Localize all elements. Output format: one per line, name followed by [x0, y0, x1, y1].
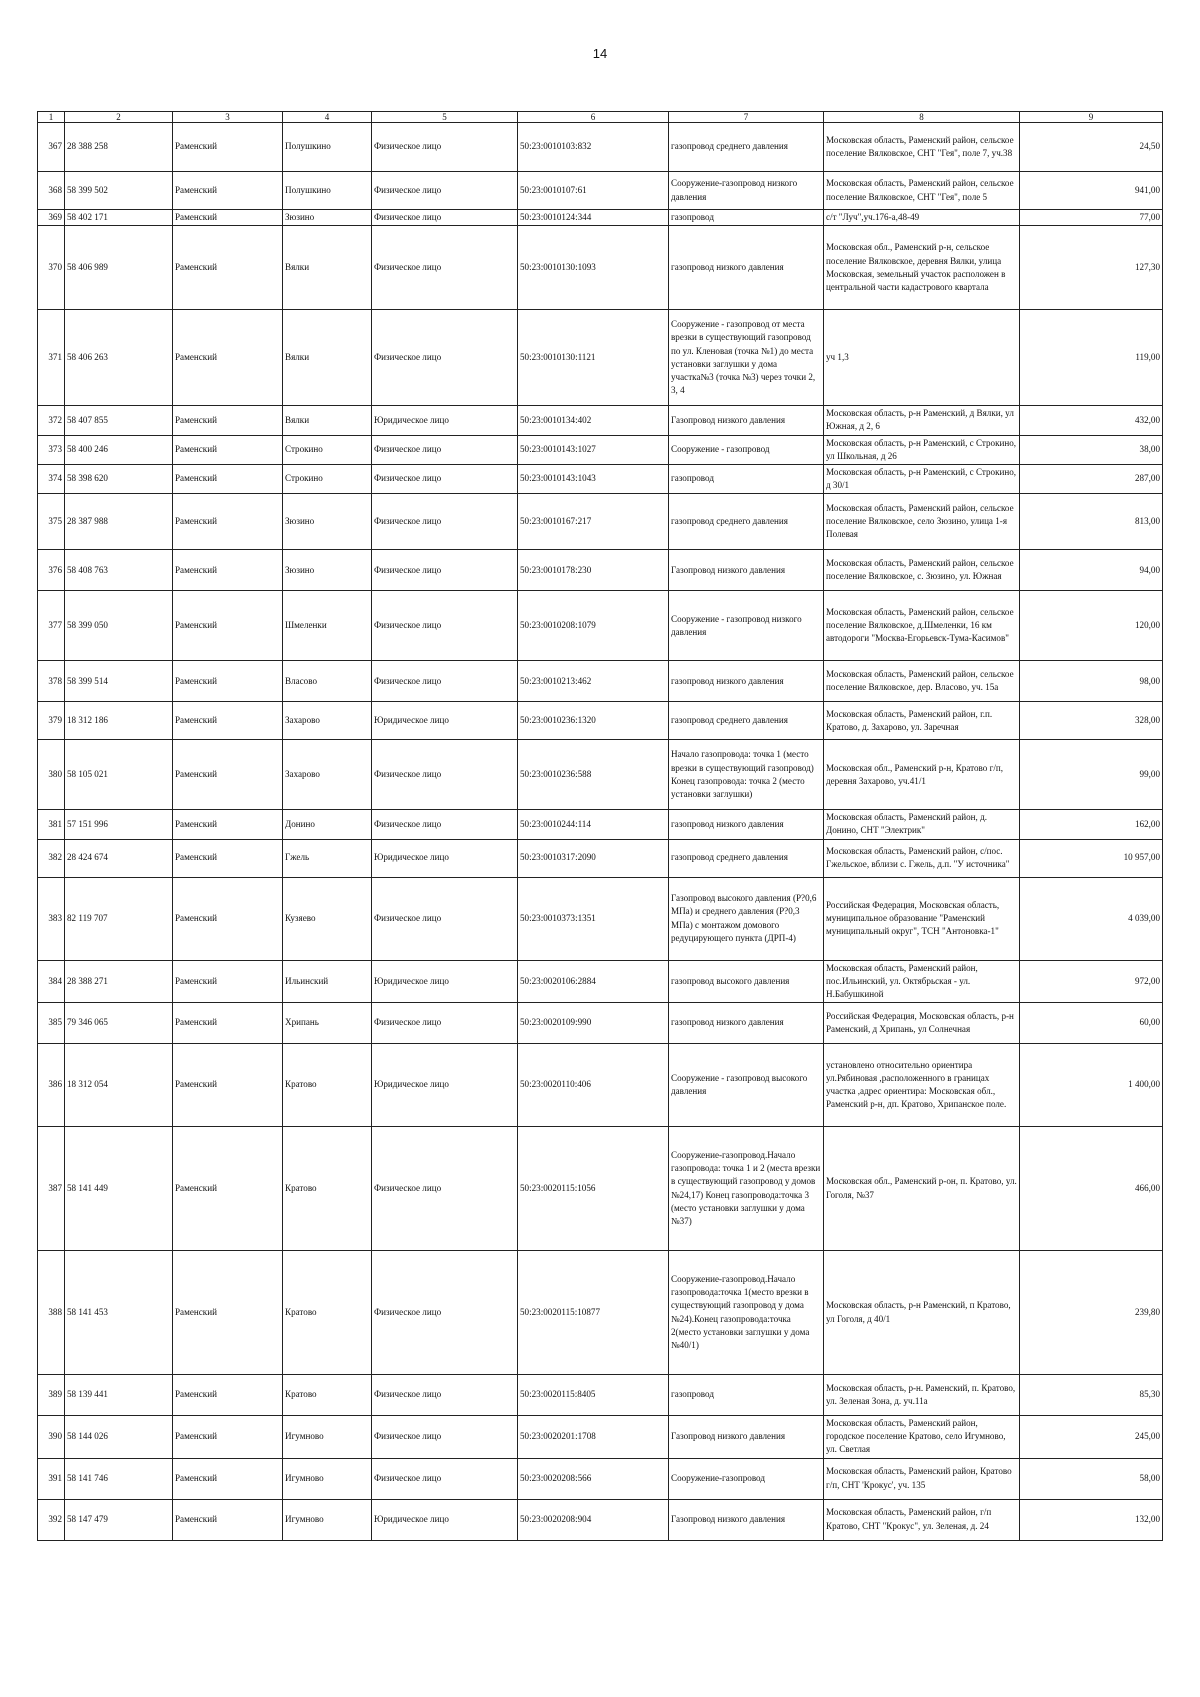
row-number-cell: 369: [38, 210, 65, 226]
cadastral-number-cell: 50:23:0010130:1121: [518, 310, 669, 406]
cadastral-number-cell: 50:23:0010236:1320: [518, 702, 669, 740]
table-row: [38, 1251, 1163, 1375]
row-number-cell: 386: [38, 1044, 65, 1127]
cadastral-number-cell: 50:23:0010134:402: [518, 406, 669, 435]
owner-type-cell: Юридическое лицо: [372, 702, 518, 740]
registry-number-cell: 58 402 171: [65, 210, 173, 226]
row-number-cell: 373: [38, 435, 65, 464]
object-name-cell: газопровод низкого давления: [669, 810, 824, 839]
object-name-cell: газопровод низкого давления: [669, 1003, 824, 1044]
owner-type-cell: Физическое лицо: [372, 810, 518, 839]
owner-type-cell: Физическое лицо: [372, 210, 518, 226]
address-cell: Российская Федерация, Московская область, муниципальное образование "Раменский муниципальный округ", ТСН "Антоновка-1": [824, 877, 1020, 960]
owner-type-cell: Физическое лицо: [372, 591, 518, 661]
row-number-cell: 389: [38, 1375, 65, 1416]
registry-number-cell: 58 400 246: [65, 435, 173, 464]
owner-type-cell: Физическое лицо: [372, 494, 518, 550]
registry-number-cell: 58 406 989: [65, 226, 173, 310]
table-row: [38, 1499, 1163, 1540]
registry-number-cell: 58 147 479: [65, 1499, 173, 1540]
column-number-row: [38, 112, 1163, 123]
table-row: [38, 406, 1163, 435]
column-number-4: 4: [283, 112, 372, 123]
address-cell: Московская область, Раменский район, сельское поселение Вялковское, дер. Власово, уч. 15а: [824, 661, 1020, 702]
registry-number-cell: 28 424 674: [65, 839, 173, 877]
district-cell: Раменский: [173, 550, 283, 591]
row-number-cell: 385: [38, 1003, 65, 1044]
row-number-cell: 377: [38, 591, 65, 661]
row-number-cell: 371: [38, 310, 65, 406]
locality-cell: Вялки: [283, 406, 372, 435]
cadastral-number-cell: 50:23:0010213:462: [518, 661, 669, 702]
column-number-2: 2: [65, 112, 173, 123]
cadastral-number-cell: 50:23:0020115:1056: [518, 1127, 669, 1251]
locality-cell: Шмеленки: [283, 591, 372, 661]
object-name-cell: Газопровод низкого давления: [669, 1416, 824, 1459]
cadastral-number-cell: 50:23:0010167:217: [518, 494, 669, 550]
object-name-cell: Газопровод низкого давления: [669, 406, 824, 435]
object-name-cell: Сооружение-газопровод низкого давления: [669, 172, 824, 210]
object-name-cell: Сооружение-газопровод.Начало газопровода: точка 1 и 2 (места врезки в существующий газопровод у домов №24,17) Конец газопровода:точка 3 (место установки заглушки у дома №37): [669, 1127, 824, 1251]
table-row: [38, 550, 1163, 591]
value-cell: 4 039,00: [1020, 877, 1163, 960]
registry-number-cell: 57 151 996: [65, 810, 173, 839]
registry-number-cell: 18 312 054: [65, 1044, 173, 1127]
district-cell: Раменский: [173, 591, 283, 661]
object-name-cell: газопровод среднего давления: [669, 494, 824, 550]
registry-number-cell: 28 388 271: [65, 960, 173, 1003]
value-cell: 38,00: [1020, 435, 1163, 464]
value-cell: 10 957,00: [1020, 839, 1163, 877]
owner-type-cell: Юридическое лицо: [372, 1044, 518, 1127]
cadastral-number-cell: 50:23:0010236:588: [518, 740, 669, 810]
value-cell: 120,00: [1020, 591, 1163, 661]
value-cell: 60,00: [1020, 1003, 1163, 1044]
district-cell: Раменский: [173, 1127, 283, 1251]
locality-cell: Строкино: [283, 435, 372, 464]
object-name-cell: газопровод: [669, 464, 824, 493]
address-cell: Московская область, Раменский район, с/пос. Гжельское, вблизи с. Гжель, д.п. "У источника": [824, 839, 1020, 877]
locality-cell: Захарово: [283, 740, 372, 810]
column-number-1: 1: [38, 112, 65, 123]
owner-type-cell: Физическое лицо: [372, 1375, 518, 1416]
district-cell: Раменский: [173, 210, 283, 226]
address-cell: Московская область, р-н Раменский, д Вялки, ул Южная, д 2, 6: [824, 406, 1020, 435]
object-name-cell: Газопровод низкого давления: [669, 550, 824, 591]
row-number-cell: 383: [38, 877, 65, 960]
locality-cell: Игумново: [283, 1416, 372, 1459]
table-row: [38, 464, 1163, 493]
registry-number-cell: 58 144 026: [65, 1416, 173, 1459]
address-cell: Московская область, Раменский район, пос.Ильинский, ул. Октябрьская - ул. Н.Бабушкиной: [824, 960, 1020, 1003]
value-cell: 432,00: [1020, 406, 1163, 435]
district-cell: Раменский: [173, 1003, 283, 1044]
object-name-cell: газопровод: [669, 1375, 824, 1416]
table-row: [38, 1003, 1163, 1044]
page-number: 14: [592, 46, 608, 61]
address-cell: с/т "Луч",уч.176-а,48-49: [824, 210, 1020, 226]
table-row: [38, 591, 1163, 661]
owner-type-cell: Юридическое лицо: [372, 1499, 518, 1540]
locality-cell: Ильинский: [283, 960, 372, 1003]
cadastral-number-cell: 50:23:0020115:10877: [518, 1251, 669, 1375]
registry-number-cell: 58 406 263: [65, 310, 173, 406]
registry-number-cell: 58 139 441: [65, 1375, 173, 1416]
value-cell: 98,00: [1020, 661, 1163, 702]
owner-type-cell: Физическое лицо: [372, 661, 518, 702]
district-cell: Раменский: [173, 464, 283, 493]
address-cell: Московская область, Раменский район, сельское поселение Вялковское, село Зюзино, улица 1-я Полевая: [824, 494, 1020, 550]
owner-type-cell: Физическое лицо: [372, 1416, 518, 1459]
address-cell: Московская область, Раменский район, Кратово г/п, СНТ 'Крокус', уч. 135: [824, 1458, 1020, 1499]
table-row: [38, 839, 1163, 877]
row-number-cell: 380: [38, 740, 65, 810]
object-name-cell: газопровод высокого давления: [669, 960, 824, 1003]
table-row: [38, 661, 1163, 702]
table-body: [38, 123, 1163, 1541]
cadastral-number-cell: 50:23:0010208:1079: [518, 591, 669, 661]
object-name-cell: Газопровод высокого давления (Р?0,6 МПа) и среднего давления (Р?0,3 МПа) с монтажом домового редуцирующего пункта (ДРП-4): [669, 877, 824, 960]
registry-number-cell: 58 399 502: [65, 172, 173, 210]
registry-number-cell: 58 141 453: [65, 1251, 173, 1375]
object-name-cell: Сооружение - газопровод: [669, 435, 824, 464]
owner-type-cell: Физическое лицо: [372, 740, 518, 810]
registry-number-cell: 82 119 707: [65, 877, 173, 960]
cadastral-number-cell: 50:23:0020109:990: [518, 1003, 669, 1044]
owner-type-cell: Физическое лицо: [372, 1127, 518, 1251]
row-number-cell: 368: [38, 172, 65, 210]
table-row: [38, 1044, 1163, 1127]
row-number-cell: 378: [38, 661, 65, 702]
address-cell: Московская область, р-н Раменский, п Кратово, ул Гоголя, д 40/1: [824, 1251, 1020, 1375]
value-cell: 162,00: [1020, 810, 1163, 839]
address-cell: Московская область, Раменский район, сельское поселение Вялковское, СНТ "Гея", поле 5: [824, 172, 1020, 210]
value-cell: 941,00: [1020, 172, 1163, 210]
table-row: [38, 810, 1163, 839]
owner-type-cell: Физическое лицо: [372, 877, 518, 960]
cadastral-number-cell: 50:23:0010373:1351: [518, 877, 669, 960]
registry-number-cell: 58 398 620: [65, 464, 173, 493]
object-name-cell: газопровод низкого давления: [669, 226, 824, 310]
row-number-cell: 391: [38, 1458, 65, 1499]
address-cell: Российская Федерация, Московская область, р-н Раменский, д Хрипань, ул Солнечная: [824, 1003, 1020, 1044]
registry-number-cell: 28 387 988: [65, 494, 173, 550]
value-cell: 119,00: [1020, 310, 1163, 406]
object-name-cell: Сооружение - газопровод от места врезки в существующий газопровод по ул. Кленовая (точка №1) до места установки заглушки у дома участка№3 (точка №3) через точки 2, 3, 4: [669, 310, 824, 406]
row-number-cell: 375: [38, 494, 65, 550]
district-cell: Раменский: [173, 740, 283, 810]
value-cell: 85,30: [1020, 1375, 1163, 1416]
registry-number-cell: 58 105 021: [65, 740, 173, 810]
row-number-cell: 390: [38, 1416, 65, 1459]
address-cell: Московская область, Раменский район, сельское поселение Вялковское, с. Зюзино, ул. Южная: [824, 550, 1020, 591]
table-row: [38, 310, 1163, 406]
owner-type-cell: Физическое лицо: [372, 310, 518, 406]
owner-type-cell: Физическое лицо: [372, 435, 518, 464]
row-number-cell: 382: [38, 839, 65, 877]
owner-type-cell: Физическое лицо: [372, 226, 518, 310]
cadastral-number-cell: 50:23:0020208:904: [518, 1499, 669, 1540]
table-row: [38, 1458, 1163, 1499]
table-row: [38, 494, 1163, 550]
owner-type-cell: Физическое лицо: [372, 1003, 518, 1044]
address-cell: Московская обл., Раменский р-он, п. Кратово, ул. Гоголя, №37: [824, 1127, 1020, 1251]
table-row: [38, 1416, 1163, 1459]
registry-number-cell: 58 399 514: [65, 661, 173, 702]
registry-number-cell: 18 312 186: [65, 702, 173, 740]
object-name-cell: газопровод: [669, 210, 824, 226]
registry-number-cell: 58 141 449: [65, 1127, 173, 1251]
column-number-3: 3: [173, 112, 283, 123]
value-cell: 58,00: [1020, 1458, 1163, 1499]
district-cell: Раменский: [173, 172, 283, 210]
locality-cell: Вялки: [283, 226, 372, 310]
owner-type-cell: Физическое лицо: [372, 464, 518, 493]
registry-table: [37, 111, 1163, 1541]
district-cell: Раменский: [173, 123, 283, 172]
district-cell: Раменский: [173, 702, 283, 740]
table-row: [38, 877, 1163, 960]
owner-type-cell: Физическое лицо: [372, 1251, 518, 1375]
value-cell: 1 400,00: [1020, 1044, 1163, 1127]
cadastral-number-cell: 50:23:0010143:1043: [518, 464, 669, 493]
address-cell: Московская обл., Раменский р-н, Кратово г/п, деревня Захарово, уч.41/1: [824, 740, 1020, 810]
cadastral-number-cell: 50:23:0020201:1708: [518, 1416, 669, 1459]
row-number-cell: 381: [38, 810, 65, 839]
object-name-cell: Сооружение-газопровод.Начало газопровода:точка 1(место врезки в существующий газопровод у дома №24).Конец газопровода:точка 2(место установки заглушки у дома №40/1): [669, 1251, 824, 1375]
locality-cell: Зюзино: [283, 550, 372, 591]
cadastral-number-cell: 50:23:0020110:406: [518, 1044, 669, 1127]
locality-cell: Игумново: [283, 1458, 372, 1499]
registry-number-cell: 58 408 763: [65, 550, 173, 591]
address-cell: Московская обл., Раменский р-н, сельское поселение Вялковское, деревня Вялки, улица Московская, земельный участок расположен в центральной части кадастрового квартала: [824, 226, 1020, 310]
registry-number-cell: 58 141 746: [65, 1458, 173, 1499]
table-row: [38, 123, 1163, 172]
value-cell: 239,80: [1020, 1251, 1163, 1375]
district-cell: Раменский: [173, 1458, 283, 1499]
district-cell: Раменский: [173, 1251, 283, 1375]
object-name-cell: Сооружение - газопровод низкого давления: [669, 591, 824, 661]
row-number-cell: 367: [38, 123, 65, 172]
value-cell: 127,30: [1020, 226, 1163, 310]
district-cell: Раменский: [173, 1499, 283, 1540]
locality-cell: Кратово: [283, 1251, 372, 1375]
row-number-cell: 370: [38, 226, 65, 310]
district-cell: Раменский: [173, 960, 283, 1003]
row-number-cell: 387: [38, 1127, 65, 1251]
registry-number-cell: 58 399 050: [65, 591, 173, 661]
address-cell: Московская область, р-н. Раменский, п. Кратово, ул. Зеленая Зона, д. уч.11а: [824, 1375, 1020, 1416]
district-cell: Раменский: [173, 1044, 283, 1127]
value-cell: 132,00: [1020, 1499, 1163, 1540]
district-cell: Раменский: [173, 435, 283, 464]
table-row: [38, 210, 1163, 226]
cadastral-number-cell: 50:23:0010143:1027: [518, 435, 669, 464]
district-cell: Раменский: [173, 839, 283, 877]
cadastral-number-cell: 50:23:0010103:832: [518, 123, 669, 172]
table-row: [38, 172, 1163, 210]
address-cell: уч 1,3: [824, 310, 1020, 406]
cadastral-number-cell: 50:23:0010178:230: [518, 550, 669, 591]
table-row: [38, 740, 1163, 810]
row-number-cell: 372: [38, 406, 65, 435]
district-cell: Раменский: [173, 810, 283, 839]
row-number-cell: 374: [38, 464, 65, 493]
locality-cell: Игумново: [283, 1499, 372, 1540]
value-cell: 466,00: [1020, 1127, 1163, 1251]
district-cell: Раменский: [173, 877, 283, 960]
locality-cell: Гжель: [283, 839, 372, 877]
object-name-cell: газопровод среднего давления: [669, 123, 824, 172]
owner-type-cell: Физическое лицо: [372, 1458, 518, 1499]
object-name-cell: Начало газопровода: точка 1 (место врезки в существующий газопровод) Конец газопровода: точка 2 (место установки заглушки): [669, 740, 824, 810]
registry-number-cell: 79 346 065: [65, 1003, 173, 1044]
locality-cell: Полушкино: [283, 172, 372, 210]
value-cell: 245,00: [1020, 1416, 1163, 1459]
table-row: [38, 1375, 1163, 1416]
locality-cell: Хрипань: [283, 1003, 372, 1044]
table-row: [38, 226, 1163, 310]
locality-cell: Кратово: [283, 1127, 372, 1251]
row-number-cell: 388: [38, 1251, 65, 1375]
column-number-6: 6: [518, 112, 669, 123]
owner-type-cell: Физическое лицо: [372, 550, 518, 591]
registry-number-cell: 58 407 855: [65, 406, 173, 435]
address-cell: Московская область, Раменский район, г.п. Кратово, д. Захарово, ул. Заречная: [824, 702, 1020, 740]
value-cell: 972,00: [1020, 960, 1163, 1003]
locality-cell: Зюзино: [283, 494, 372, 550]
column-number-8: 8: [824, 112, 1020, 123]
object-name-cell: газопровод низкого давления: [669, 661, 824, 702]
value-cell: 77,00: [1020, 210, 1163, 226]
table-row: [38, 702, 1163, 740]
district-cell: Раменский: [173, 226, 283, 310]
cadastral-number-cell: 50:23:0020106:2884: [518, 960, 669, 1003]
owner-type-cell: Юридическое лицо: [372, 406, 518, 435]
owner-type-cell: Юридическое лицо: [372, 839, 518, 877]
cadastral-number-cell: 50:23:0010107:61: [518, 172, 669, 210]
locality-cell: Полушкино: [283, 123, 372, 172]
address-cell: Московская область, р-н Раменский, с Строкино, ул Школьная, д 26: [824, 435, 1020, 464]
locality-cell: Кузяево: [283, 877, 372, 960]
column-number-5: 5: [372, 112, 518, 123]
value-cell: 99,00: [1020, 740, 1163, 810]
locality-cell: Строкино: [283, 464, 372, 493]
table-row: [38, 435, 1163, 464]
object-name-cell: газопровод среднего давления: [669, 702, 824, 740]
district-cell: Раменский: [173, 406, 283, 435]
district-cell: Раменский: [173, 1416, 283, 1459]
table-row: [38, 960, 1163, 1003]
value-cell: 94,00: [1020, 550, 1163, 591]
cadastral-number-cell: 50:23:0020208:566: [518, 1458, 669, 1499]
district-cell: Раменский: [173, 661, 283, 702]
cadastral-number-cell: 50:23:0010124:344: [518, 210, 669, 226]
object-name-cell: газопровод среднего давления: [669, 839, 824, 877]
cadastral-number-cell: 50:23:0010130:1093: [518, 226, 669, 310]
cadastral-number-cell: 50:23:0010317:2090: [518, 839, 669, 877]
address-cell: Московская область, р-н Раменский, с Строкино, д 30/1: [824, 464, 1020, 493]
object-name-cell: Газопровод низкого давления: [669, 1499, 824, 1540]
owner-type-cell: Физическое лицо: [372, 172, 518, 210]
locality-cell: Зюзино: [283, 210, 372, 226]
row-number-cell: 392: [38, 1499, 65, 1540]
address-cell: Московская область, Раменский район, сельское поселение Вялковское, СНТ "Гея", поле 7, уч.38: [824, 123, 1020, 172]
address-cell: Московская область, Раменский район, сельское поселение Вялковское, д.Шмеленки, 16 км автодороги "Москва-Егорьевск-Тума-Касимов": [824, 591, 1020, 661]
object-name-cell: Сооружение - газопровод высокого давления: [669, 1044, 824, 1127]
district-cell: Раменский: [173, 1375, 283, 1416]
value-cell: 287,00: [1020, 464, 1163, 493]
row-number-cell: 376: [38, 550, 65, 591]
address-cell: Московская область, Раменский район, д. Донино, СНТ "Электрик": [824, 810, 1020, 839]
address-cell: Московская область, Раменский район, городское поселение Кратово, село Игумново, ул. Светлая: [824, 1416, 1020, 1459]
locality-cell: Кратово: [283, 1375, 372, 1416]
locality-cell: Захарово: [283, 702, 372, 740]
locality-cell: Донино: [283, 810, 372, 839]
column-number-9: 9: [1020, 112, 1163, 123]
district-cell: Раменский: [173, 494, 283, 550]
value-cell: 328,00: [1020, 702, 1163, 740]
row-number-cell: 379: [38, 702, 65, 740]
table-row: [38, 1127, 1163, 1251]
address-cell: Московская область, Раменский район, г/п Кратово, СНТ "Крокус", ул. Зеленая, д. 24: [824, 1499, 1020, 1540]
column-number-7: 7: [669, 112, 824, 123]
address-cell: установлено относительно ориентира ул.Рябиновая ,расположенного в границах участка ,адрес ориентира: Московская обл., Раменский р-н, дп. Кратово, Хрипанское поле.: [824, 1044, 1020, 1127]
locality-cell: Вялки: [283, 310, 372, 406]
locality-cell: Власово: [283, 661, 372, 702]
registry-number-cell: 28 388 258: [65, 123, 173, 172]
value-cell: 24,50: [1020, 123, 1163, 172]
owner-type-cell: Юридическое лицо: [372, 960, 518, 1003]
owner-type-cell: Физическое лицо: [372, 123, 518, 172]
object-name-cell: Сооружение-газопровод: [669, 1458, 824, 1499]
value-cell: 813,00: [1020, 494, 1163, 550]
cadastral-number-cell: 50:23:0010244:114: [518, 810, 669, 839]
district-cell: Раменский: [173, 310, 283, 406]
row-number-cell: 384: [38, 960, 65, 1003]
locality-cell: Кратово: [283, 1044, 372, 1127]
cadastral-number-cell: 50:23:0020115:8405: [518, 1375, 669, 1416]
